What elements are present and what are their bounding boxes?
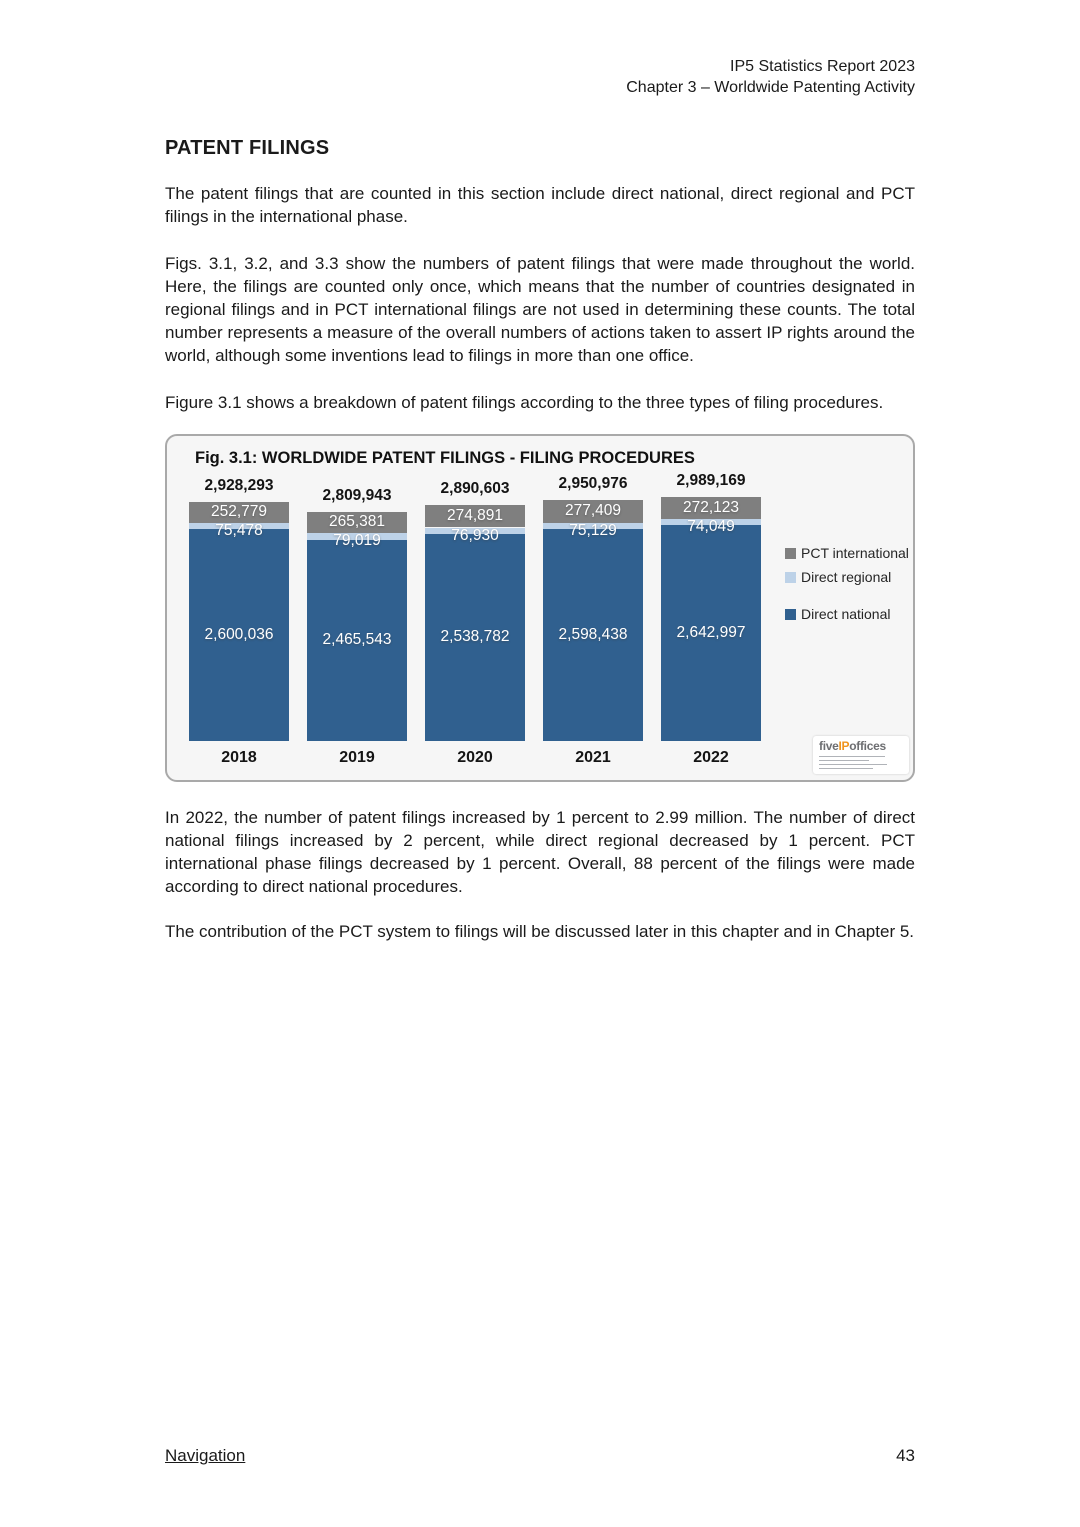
- axis-label-2018: 2018: [221, 749, 257, 766]
- axis-label-2021: 2021: [575, 749, 611, 766]
- bar-value-direct-regional: 74,049: [687, 518, 735, 536]
- chart-legend: [785, 544, 915, 629]
- bar-value-pct-international: 252,779: [210, 503, 268, 521]
- page-number: 43: [896, 1446, 915, 1465]
- paragraph-intro: The patent filings that are counted in this section include direct national, direct regional and PCT filings in the international phase.: [165, 184, 915, 226]
- axis-label-2019: 2019: [339, 749, 375, 766]
- page-title: PATENT FILINGS: [165, 137, 330, 159]
- bar-total-label: 2,950,976: [558, 475, 628, 493]
- legend-label: Direct regional: [801, 569, 892, 585]
- logo-text-offices: offices: [849, 739, 886, 753]
- bar-value-pct-international: 272,123: [682, 499, 740, 517]
- figure-3-1-chart: [165, 434, 915, 782]
- paragraph-pct-note: The contribution of the PCT system to filings will be discussed later in this chapter and in Chapter 5.: [165, 922, 915, 941]
- legend-item-direct-regional: [785, 568, 915, 587]
- legend-swatch-icon: [785, 609, 796, 620]
- paragraph-2022-analysis: In 2022, the number of patent filings increased by 1 percent to 2.99 million. The number of direct national filings increased by 2 percent, while direct regional decreased by 1 percent. PCT international phase filings decreased by 1 percent. Overall, 88 percent of the filings were made according to direct national procedures.: [165, 808, 915, 896]
- document-header: [165, 56, 915, 98]
- report-title: IP5 Statistics Report 2023: [730, 58, 915, 75]
- legend-swatch-icon: [785, 572, 796, 583]
- bar-value-direct-national: 2,600,036: [204, 625, 274, 643]
- paragraph-fig31-intro: Figure 3.1 shows a breakdown of patent filings according to the three types of filing procedures.: [165, 393, 884, 412]
- bar-value-pct-international: 274,891: [446, 507, 504, 525]
- axis-label-2022: 2022: [693, 749, 729, 766]
- bar-value-pct-international: 265,381: [328, 513, 386, 531]
- bar-value-direct-regional: 76,930: [451, 526, 499, 544]
- bar-value-direct-regional: 75,478: [215, 521, 263, 539]
- bar-total-label: 2,928,293: [204, 477, 274, 494]
- logo-sublines: [819, 756, 903, 770]
- bar-value-direct-regional: 75,129: [569, 521, 617, 539]
- logo-text: [819, 739, 903, 753]
- five-ip-offices-logo: [813, 736, 909, 774]
- bar-total-label: 2,890,603: [440, 480, 510, 498]
- legend-swatch-icon: [785, 548, 796, 559]
- navigation-link[interactable]: Navigation: [165, 1446, 246, 1465]
- bar-value-direct-national: 2,598,438: [558, 625, 628, 643]
- bar-value-direct-regional: 79,019: [333, 532, 381, 550]
- bar-total-label: 2,989,169: [676, 472, 746, 490]
- bar-value-direct-national: 2,538,782: [440, 628, 510, 646]
- legend-label: Direct national: [801, 606, 891, 622]
- chart-title: Fig. 3.1: WORLDWIDE PATENT FILINGS - FILING PROCEDURES: [195, 449, 695, 467]
- legend-label: PCT international: [801, 545, 909, 561]
- page-footer: [165, 1444, 915, 1467]
- bar-value-direct-national: 2,465,543: [322, 631, 392, 649]
- logo-text-ip: IP: [838, 739, 850, 753]
- paragraph-figs-overview: Figs. 3.1, 3.2, and 3.3 show the numbers of patent filings that were made throughout the world. Here, the filings are counted only once, which means that the number of countries designated in regional filings and in PCT international filings are not used in determining these counts. The total number represents a measure of the overall numbers of actions taken to assert IP rights around the world, although some inventions lead to filings in more than one office.: [165, 254, 915, 365]
- bar-total-label: 2,809,943: [322, 486, 392, 504]
- legend-item-pct-international: [785, 544, 915, 563]
- logo-text-five: five: [819, 739, 839, 753]
- legend-item-direct-national: [785, 605, 915, 624]
- axis-label-2020: 2020: [457, 749, 493, 766]
- bar-value-direct-national: 2,642,997: [676, 624, 746, 642]
- chapter-title: Chapter 3 – Worldwide Patenting Activity: [626, 79, 915, 96]
- bar-value-pct-international: 277,409: [564, 502, 622, 520]
